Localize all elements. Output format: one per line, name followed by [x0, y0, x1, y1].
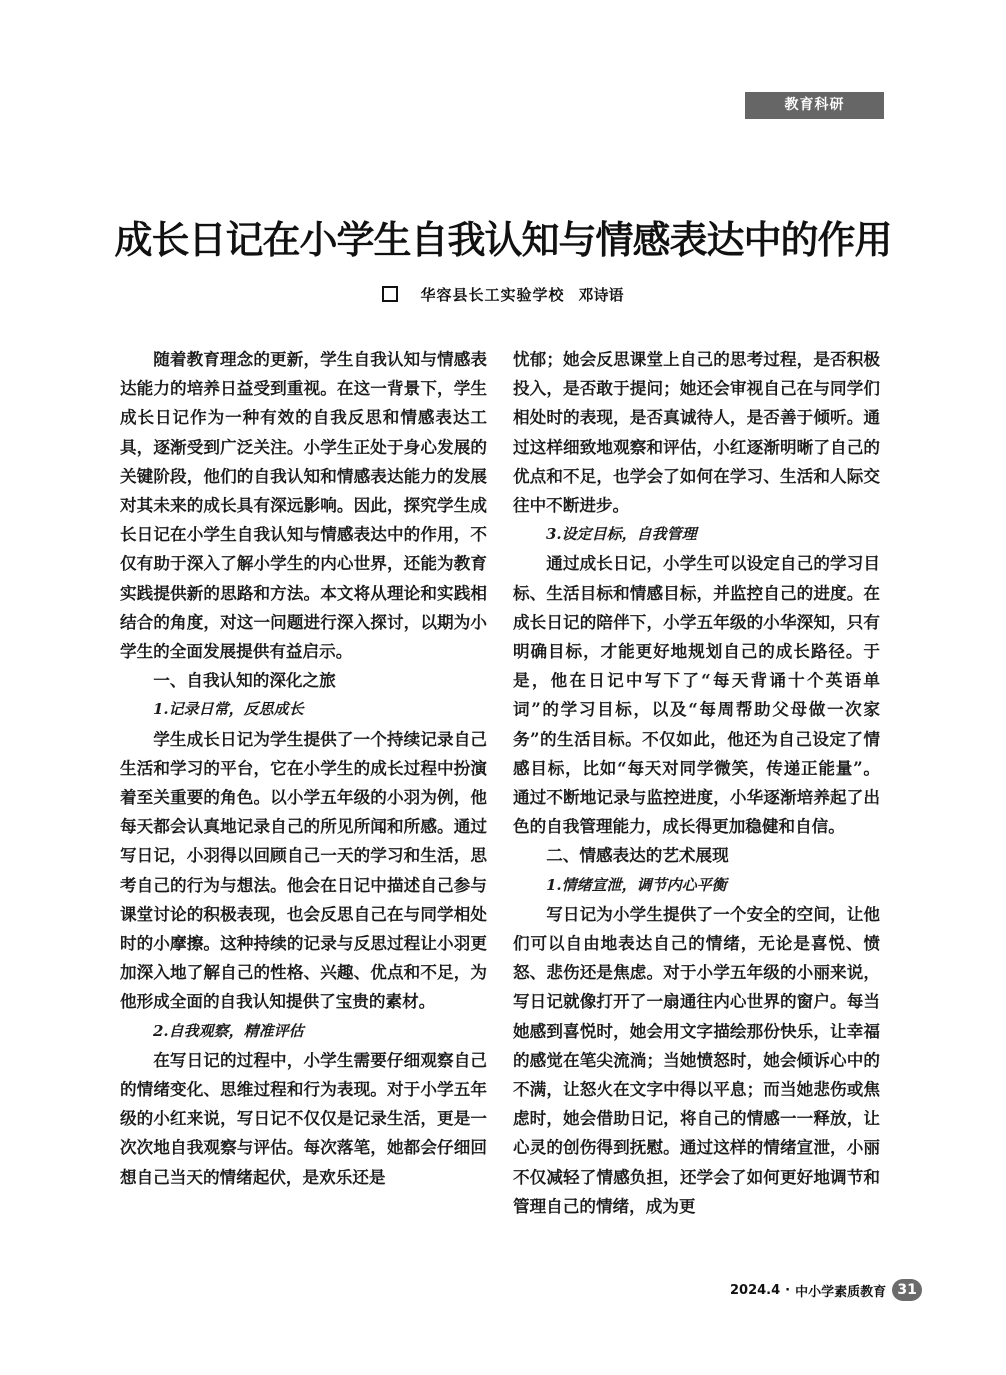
author-name: 邓诗语	[578, 286, 624, 304]
byline	[0, 284, 1006, 306]
issue-number: 2024.4	[730, 1282, 781, 1298]
paragraph-1-2-continued: 忧郁；她会反思课堂上自己的思考过程，是否积极投入，是否敢于提问；她还会审视自己在与同学们相处时的表现，是否真诚待人，是否善于倾听。通过这样细致地观察和评估，小红逐渐明晰了自己的优点和不足，也学会了如何在学习、生活和人际交往中不断进步。	[513, 349, 880, 516]
article-title: 成长日记在小学生自我认知与情感表达中的作用	[114, 218, 892, 262]
intro-paragraph: 随着教育理念的更新，学生自我认知与情感表达能力的培养日益受到重视。在这一背景下，学生成长日记作为一种有效的自我反思和情感表达工具，逐渐受到广泛关注。小学生正处于身心发展的关键阶段，他们的自我认知和情感表达能力的发展对其未来的成长具有深远影响。因此，探究学生成长日记在小学生自我认知与情感表达中的作用，不仅有助于深入了解小学生的内心世界，还能为教育实践提供新的思路和方法。本文将从理论和实践相结合的角度，对这一问题进行深入探讨，以期为小学生的全面发展提供有益启示。	[120, 349, 487, 662]
author-school: 华容县长工实验学校	[420, 286, 565, 304]
subheading-1-1: 1.记录日常，反思成长	[153, 700, 304, 719]
paragraph-1-3: 通过成长日记，小学生可以设定自己的学习目标、生活目标和情感目标，并监控自己的进度。在成长日记的陪伴下，小学五年级的小华深知，只有明确目标，才能更好地规划自己的成长路径。于是，他在日记中写下了“每天背诵十个英语单词”的学习目标，以及“每周帮助父母做一次家务”的生活目标。不仅如此，他还为自己设定了情感目标，比如“每天对同学微笑，传递正能量”。通过不断地记录与监控进度，小华逐渐培养起了出色的自我管理能力，成长得更加稳健和自信。	[513, 553, 880, 837]
journal-name: 中小学素质教育	[795, 1284, 887, 1300]
paragraph-1-1: 学生成长日记为学生提供了一个持续记录自己生活和学习的平台，它在小学生的成长过程中扮演着至关重要的角色。以小学五年级的小羽为例，他每天都会认真地记录自己的所见所闻和所感。通过写日记，小羽得以回顾自己一天的学习和生活，思考自己的行为与想法。他会在日记中描述自己参与课堂讨论的积极表现，也会反思自己在与同学相处时的小摩擦。这种持续的记录与反思过程让小羽更加深入地了解自己的性格、兴趣、优点和不足，为他形成全面的自我认知提供了宝贵的素材。	[120, 728, 487, 1012]
subheading-1-2: 2.自我观察，精准评估	[153, 1021, 304, 1040]
subheading-2-1: 1.情绪宣泄，调节内心平衡	[546, 875, 727, 894]
right-column	[513, 345, 880, 1221]
paragraph-2-1: 写日记为小学生提供了一个安全的空间，让他们可以自由地表达自己的情绪，无论是喜悦、愤怒、悲伤还是焦虑。对于小学五年级的小丽来说，写日记就像打开了一扇通往内心世界的窗户。每当她感到喜悦时，她会用文字描绘那份快乐，让幸福的感觉在笔尖流淌；当她愤怒时，她会倾诉心中的不满，让怒火在文字中得以平息；而当她悲伤或焦虑时，她会借助日记，将自己的情感一一释放，让心灵的创伤得到抚慰。通过这样的情绪宣泄，小丽不仅减轻了情感负担，还学会了如何更好地调节和管理自己的情绪，成为更	[513, 903, 880, 1216]
page-number-badge: 31	[892, 1279, 922, 1301]
square-bullet-icon	[382, 286, 398, 302]
left-column	[120, 345, 487, 1192]
footer-separator: ·	[785, 1282, 791, 1298]
section-heading-1: 一、自我认知的深化之旅	[153, 671, 336, 691]
paragraph-1-2: 在写日记的过程中，小学生需要仔细观察自己的情绪变化、思维过程和行为表现。对于小学五年级的小红来说，写日记不仅仅是记录生活，更是一次次地自我观察与评估。每次落笔，她都会仔细回想自己当天的情绪起伏，是欢乐还是	[120, 1049, 487, 1187]
section-heading-2: 二、情感表达的艺术展现	[546, 846, 729, 866]
section-label: 教育科研	[745, 92, 884, 119]
page-footer	[730, 1277, 922, 1303]
subheading-1-3: 3.设定目标，自我管理	[546, 525, 697, 544]
